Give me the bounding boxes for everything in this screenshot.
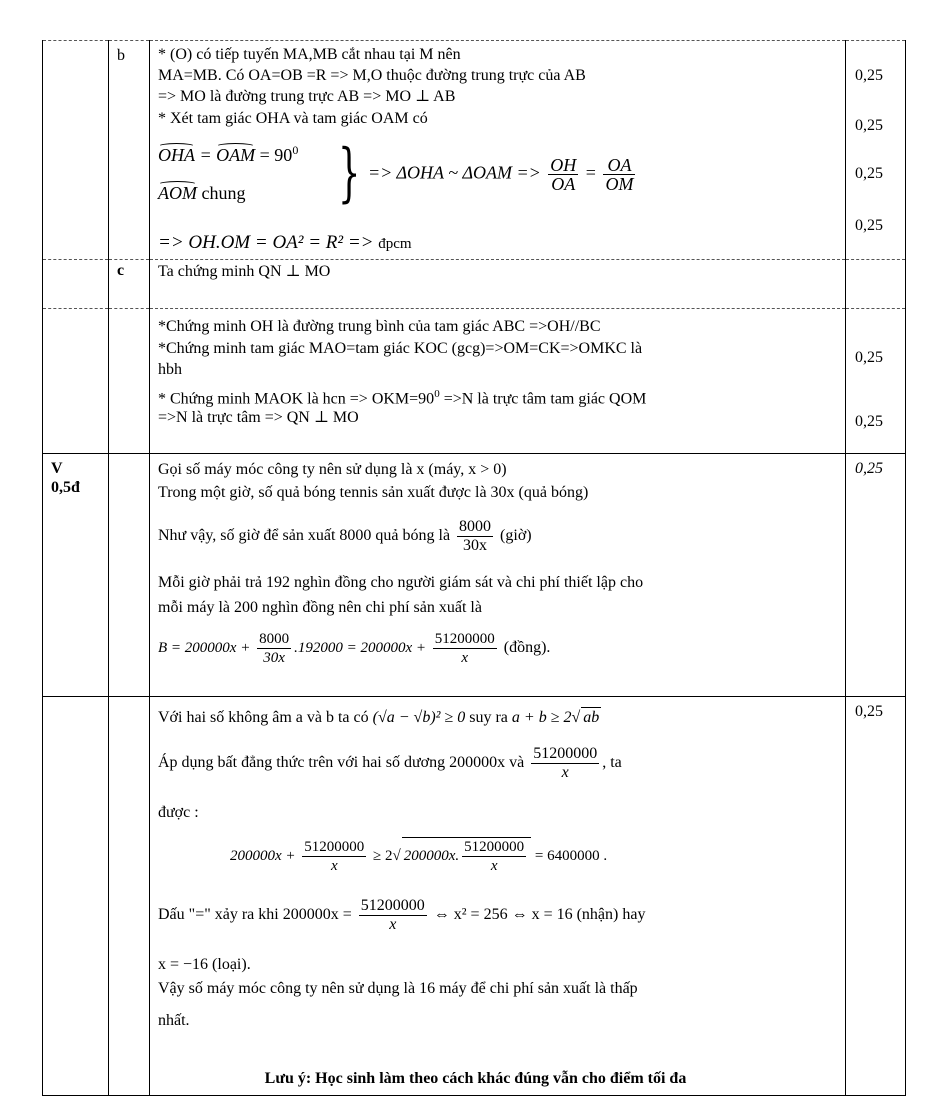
text-line: * Chứng minh MAOK là hcn => $OKM=90^0 =>N$ là trực tâm tam giác QOM: [158, 388, 647, 408]
text-line: * Xét tam giác OHA và tam giác OAM có: [158, 110, 428, 127]
text-line: Với hai số không âm a và b ta có (√a − √b)² ≥ 0 suy ra a + b ≥ 2√ ab: [158, 709, 600, 726]
question-label: V: [51, 460, 63, 477]
text-line: =>N là trực tâm => QN ⊥ MO: [158, 409, 359, 426]
footer-note: Lưu ý: Học sinh làm theo cách khác đúng vẫn cho điểm tối đa: [264, 1070, 687, 1087]
text-line: Mỗi giờ phải trả 192 nghìn đồng cho người giám sát và chi phí thiết lập cho: [158, 574, 644, 591]
brace: }: [338, 136, 361, 210]
score: 0,25: [855, 413, 883, 430]
row-c-proof: [43, 309, 906, 454]
question-points: 0,5đ: [51, 479, 80, 496]
row-c: [43, 260, 906, 309]
text-line: Áp dụng bất đẳng thức trên với hai số dương 200000x và $\frac{51200000}{x}$ , ta: [158, 745, 622, 781]
text-line: Ta chứng minh QN ⊥ MO: [158, 263, 331, 280]
score: 0,25: [855, 117, 883, 134]
part-label-b: b: [117, 47, 125, 64]
angle-equation: OHA = OAM = $90^0$: [158, 143, 299, 165]
score: 0,25: [855, 349, 883, 366]
row-v: [43, 454, 906, 697]
text-line: *Chứng minh tam giác MAO=tam giác KOC (gcg)=>OM=CK=>OMKC là: [158, 340, 643, 357]
row-inequality: [43, 697, 906, 1096]
text-line: nhất.: [158, 1012, 190, 1029]
text-line: => MO là đường trung trực AB => MO ⊥ AB: [158, 88, 456, 105]
text-line: Dấu "=" xảy ra khi 200000x = $\frac{51200000}{x}$ ⇔ x² = 256 ⇔ x = 16 (nhận) hay: [158, 897, 646, 933]
text-line: Vậy số máy móc công ty nên sử dụng là 16 máy để chi phí sản xuất là thấp: [158, 980, 638, 997]
cost-formula: B = 200000x + $\frac{8000}{30x}$ .192000 = 200000x + $\frac{51200000}{x}$ (đồng).: [158, 631, 551, 666]
score: 0,25: [855, 217, 883, 234]
conclusion-equation: => OH.OM = OA² = R² => đpcm: [158, 232, 412, 253]
text-line: mỗi máy là 200 nghìn đồng nên chi phí sản xuất là: [158, 599, 482, 616]
text-line: * (O) có tiếp tuyến MA,MB cắt nhau tại M nên: [158, 46, 461, 63]
text-line: x = −16 (loại).: [158, 956, 251, 973]
part-label-c: c: [117, 262, 125, 279]
text-line: hbh: [158, 361, 182, 378]
angle-common: AOM chung: [158, 183, 246, 203]
score: 0,25: [855, 67, 883, 84]
score: 0,25: [855, 165, 883, 182]
grading-table: [42, 40, 906, 1096]
score: 0,25: [855, 460, 883, 477]
text-line: Trong một giờ, số quả bóng tennis sản xuất được là 30x (quả bóng): [158, 484, 589, 501]
text-line: *Chứng minh OH là đường trung bình của tam giác ABC =>OH//BC: [158, 318, 601, 335]
score: 0,25: [855, 703, 883, 720]
row-b: [43, 41, 906, 260]
text-line: Như vậy, số giờ để sản xuất 8000 quả bóng là $\frac{8000}{30x}$ (giờ): [158, 518, 532, 554]
text-line: MA=MB. Có OA=OB =R => M,O thuộc đường trung trực của AB: [158, 67, 586, 84]
text-line: được :: [158, 804, 199, 821]
text-line: Gọi số máy móc công ty nên sử dụng là x (máy, x > 0): [158, 461, 507, 478]
am-gm-inequality: 200000x + $\frac{51200000}{x}$ ≥ 2√ 200000x. $\frac{51200000}{x}$ = 6400000 .: [230, 839, 608, 874]
similarity-expression: => ΔOHA ~ ΔOAM => $\frac{OH}{OA}$ = $\frac{OA}{OM}$: [368, 155, 634, 194]
